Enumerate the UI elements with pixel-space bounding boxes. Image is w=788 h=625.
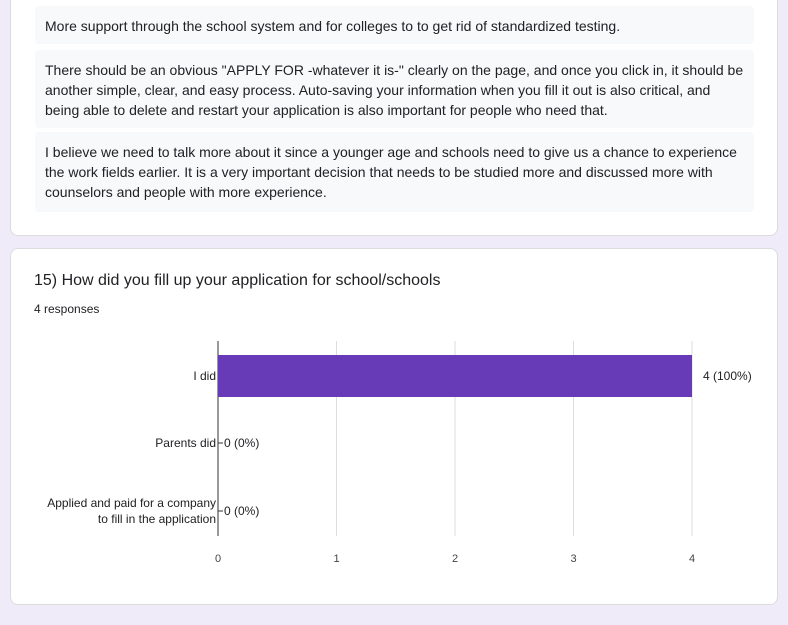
response-count: 4 responses [34, 302, 100, 316]
question-card [10, 248, 778, 605]
category-label: Parents did [155, 436, 216, 450]
data-label: 0 (0%) [224, 504, 260, 518]
x-tick-label: 4 [688, 553, 696, 565]
category-label: I did [193, 369, 216, 383]
question-title: 15) How did you fill up your application for school/schools [34, 272, 441, 289]
category-label: to fill in the application [97, 512, 216, 526]
x-tick-label: 3 [570, 553, 577, 565]
response-item: More support through the school system and for colleges to to get rid of standardized testing. [35, 6, 754, 44]
category-label: Applied and paid for a company [47, 496, 216, 510]
x-tick-label: 0 [214, 553, 222, 565]
data-label: 4 (100%) [703, 369, 752, 383]
bar-chart [11, 249, 777, 604]
response-item: There should be an obvious "APPLY FOR -whatever it is-" clearly on the page, and once you click in, it should be another simple, clear, and easy process. Auto-saving your information when you fill it out is also critical, and being able to delete and restart your application is also important for people who need that. [35, 50, 754, 128]
response-item: I believe we need to talk more about it since a younger age and schools need to give us a chance to experience the work fields earlier. It is a very important decision that needs to be studied more and discussed more with counselors and people with more experience. [35, 132, 754, 212]
data-label: 0 (0%) [224, 436, 260, 450]
x-tick-label: 2 [451, 553, 459, 565]
responses-card [10, 0, 778, 236]
x-tick-label: 1 [333, 553, 340, 565]
bar [218, 355, 692, 397]
